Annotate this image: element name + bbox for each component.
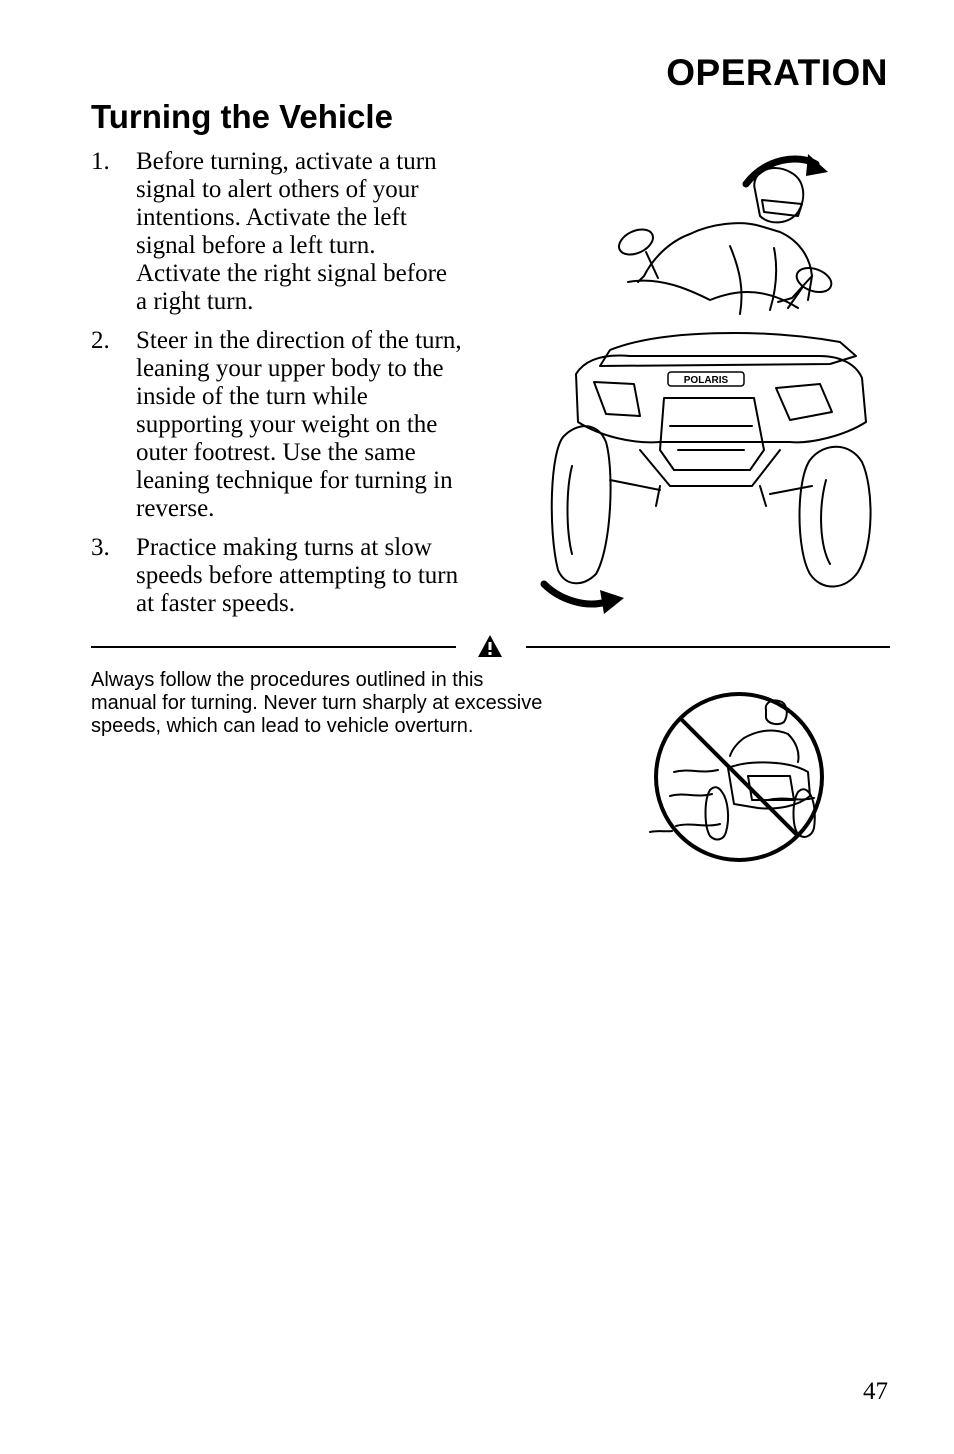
- step-text: Practice making turns at slow speeds before attempting to turn at faster speeds.: [136, 534, 459, 617]
- list-item: [91, 327, 463, 523]
- step-number: 1.: [91, 148, 110, 175]
- step-text: Before turning, activate a turn signal to alert others of your intentions. Activate the left signal before a left turn. Activate the right signal before a right turn.: [136, 148, 447, 315]
- warning-triangle-icon: [477, 634, 503, 658]
- warning-divider-right: [526, 646, 890, 648]
- prohibition-sign-icon: [648, 676, 830, 878]
- page-title: Turning the Vehicle: [91, 98, 393, 135]
- page-number: 47: [863, 1378, 888, 1405]
- curved-arrow-icon: [544, 584, 606, 604]
- steps-list: [91, 148, 463, 629]
- curved-arrow-icon: [806, 154, 828, 176]
- warning-text: Always follow the procedures outlined in this manual for turning. Never turn sharply at excessive speeds, which can lead to vehicle overturn.: [91, 669, 543, 737]
- section-header: OPERATION: [666, 52, 888, 93]
- atv-turning-illustration: [540, 150, 890, 620]
- list-item: [91, 534, 463, 618]
- step-number: 3.: [91, 534, 110, 561]
- curved-arrow-icon: [600, 590, 624, 614]
- step-number: 2.: [91, 327, 110, 354]
- warning-divider-left: [91, 646, 456, 648]
- list-item: [91, 148, 463, 316]
- curved-arrow-icon: [746, 159, 816, 184]
- step-text: Steer in the direction of the turn, leaning your upper body to the inside of the turn while supporting your weight on the outer footrest. Use the same leaning technique for turning in reverse.: [136, 327, 462, 522]
- brand-label: POLARIS: [683, 375, 729, 386]
